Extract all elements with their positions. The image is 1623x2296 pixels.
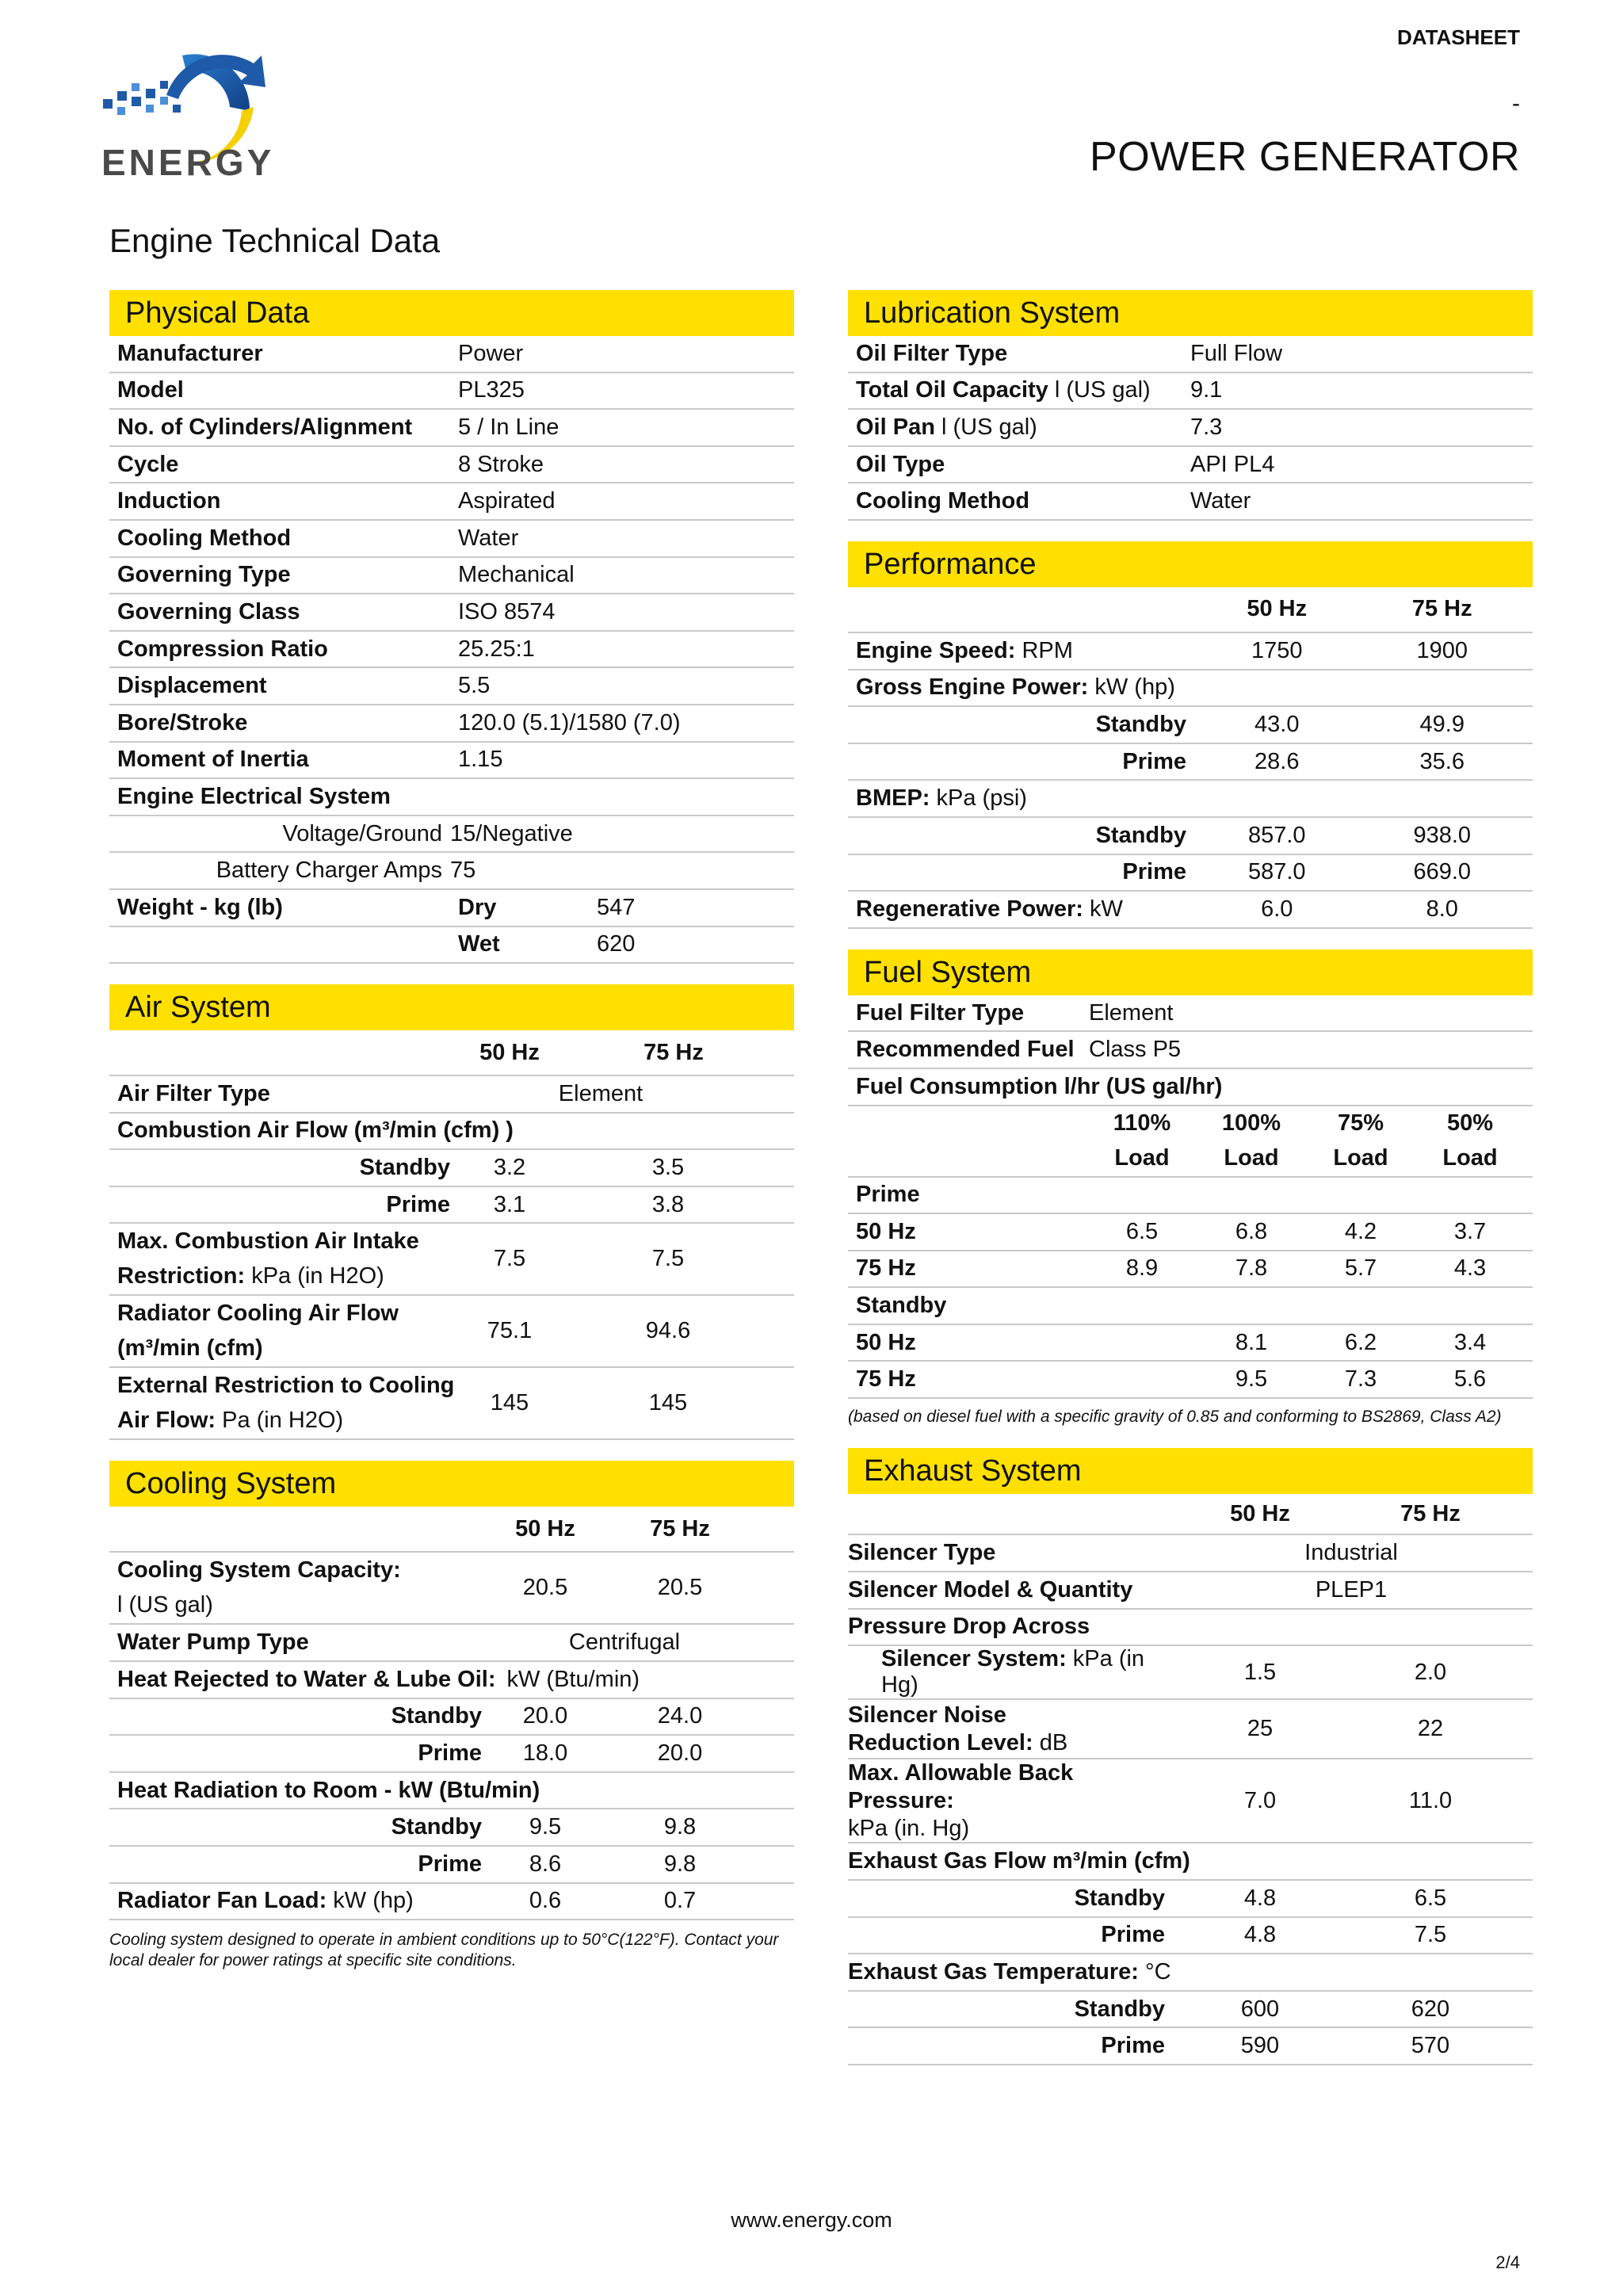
table-row	[848, 410, 1533, 447]
table-row	[109, 743, 794, 780]
col-50hz: 50 Hz	[1230, 1500, 1290, 1526]
table-row	[848, 995, 1533, 1033]
table-row	[848, 1178, 1533, 1215]
value-75hz: 620	[1411, 1996, 1450, 2022]
table-row	[848, 1843, 1533, 1881]
table-row	[848, 373, 1533, 411]
table-row	[848, 1572, 1533, 1610]
table-row	[848, 1032, 1533, 1069]
row-value: 7.3	[1190, 414, 1223, 440]
exhaust-system-header: Exhaust System	[848, 1448, 1533, 1494]
header-dash: -	[1512, 90, 1520, 117]
row-value: 120.0 (5.1)/1580 (7.0)	[458, 709, 681, 735]
table-header-row	[109, 1030, 794, 1076]
table-row	[109, 336, 794, 373]
row-value: PL325	[458, 377, 525, 403]
row-label: Exhaust Gas Flow m³/min (cfm)	[848, 1848, 1190, 1874]
value-load-100: 6.8	[1235, 1218, 1268, 1244]
table-row	[848, 670, 1533, 708]
row-value: 15/Negative	[450, 820, 573, 846]
value-load-50: 3.4	[1453, 1329, 1487, 1355]
row-label: Fuel Consumption l/hr (US gal/hr)	[856, 1073, 1223, 1099]
table-row	[848, 855, 1533, 892]
col-50hz: 50 Hz	[515, 1515, 575, 1541]
lubrication-header: Lubrication System	[848, 290, 1533, 336]
row-label: 75 Hz	[856, 1255, 916, 1282]
value-50hz: 600	[1240, 1996, 1280, 2022]
table-row	[848, 483, 1533, 521]
row-label: Standby	[1074, 1996, 1165, 2022]
table-row	[848, 744, 1533, 781]
footer-url[interactable]: www.energy.com	[731, 2208, 892, 2232]
value-75hz: 7.5	[1414, 1922, 1447, 1948]
cooling-note: Cooling system designed to operate in ambient conditions up to 50°C(122°F). Contact your local dealer for power ratings at specific site conditions.	[109, 1931, 779, 1970]
row-label: Oil Type	[856, 451, 945, 477]
table-row	[109, 927, 794, 965]
row-value: Aspirated	[458, 488, 556, 514]
table-header-row	[848, 1106, 1533, 1178]
row-label: Fuel Filter Type	[856, 999, 1025, 1026]
row-label: Prime	[856, 1182, 920, 1208]
row-label: Prime	[418, 1851, 482, 1877]
row-value: API PL4	[1190, 451, 1275, 477]
table-row	[848, 336, 1533, 373]
row-label: Manufacturer	[117, 340, 263, 366]
value-50hz: 20.5	[522, 1575, 568, 1601]
fuel-note: (based on diesel fuel with a specific gravity of 0.85 and conforming to BS2869, Class A2)	[848, 1408, 1502, 1427]
table-row	[109, 1847, 794, 1884]
row-label: Governing Class	[117, 598, 300, 625]
row-label: Prime	[1122, 859, 1186, 885]
table-row	[109, 410, 794, 447]
row-label: BMEP: kPa (psi)	[856, 785, 1027, 812]
row-value: 25.25:1	[458, 636, 535, 662]
table-row	[848, 2028, 1533, 2065]
table-row	[848, 781, 1533, 818]
row-value: 5 / In Line	[458, 414, 559, 440]
table-row	[109, 373, 794, 411]
value-75hz: 94.6	[645, 1318, 691, 1344]
value-50hz: 145	[490, 1390, 529, 1416]
value-50hz: 28.6	[1254, 748, 1300, 774]
datasheet-label: DATASHEET	[1396, 25, 1520, 49]
row-label: Cooling Method	[117, 525, 292, 551]
value-75hz: 11.0	[1408, 1787, 1453, 1813]
row-label: Compression Ratio	[117, 636, 328, 662]
table-row	[848, 1954, 1533, 1992]
row-label: Moment of Inertia	[117, 747, 309, 773]
table-row	[109, 668, 794, 705]
table-header-row	[848, 1494, 1533, 1535]
col-75hz: 75 Hz	[643, 1039, 704, 1065]
row-label: No. of Cylinders/Alignment	[117, 414, 413, 440]
row-label: Engine Speed: RPM	[856, 637, 1073, 663]
value-75hz: 20.0	[657, 1740, 703, 1767]
air-system-section	[109, 984, 794, 1440]
value-50hz: 8.6	[529, 1851, 562, 1877]
right-column	[848, 290, 1533, 2086]
value-50hz: 4.8	[1243, 1885, 1277, 1911]
table-row	[109, 779, 794, 816]
value-75hz: 570	[1411, 2033, 1450, 2059]
value-75hz: 0.7	[663, 1888, 697, 1914]
row-label: Pressure Drop Across	[848, 1614, 1090, 1640]
row-label: Cycle	[117, 451, 179, 477]
row-value: Centrifugal	[568, 1629, 681, 1656]
row-value: 547	[597, 894, 636, 920]
col-load-75: 75% Load	[1333, 1110, 1388, 1171]
value-load-100: 8.1	[1235, 1329, 1268, 1355]
table-row	[109, 1150, 794, 1187]
value-load-100: 9.5	[1235, 1366, 1268, 1392]
value-load-50: 4.3	[1453, 1255, 1487, 1282]
table-row	[109, 1187, 794, 1224]
value-50hz: 3.2	[493, 1155, 526, 1181]
table-row	[109, 1368, 794, 1440]
col-load-50: 50% Load	[1442, 1110, 1498, 1171]
lubrication-section	[848, 290, 1533, 521]
value-50hz: 590	[1240, 2033, 1280, 2059]
row-label: 50 Hz	[856, 1218, 916, 1244]
performance-section	[848, 541, 1533, 929]
row-value: Water	[458, 525, 519, 551]
table-row	[109, 1625, 794, 1662]
row-label: Heat Radiation to Room - kW (Btu/min)	[117, 1777, 540, 1803]
row-label: Max. Allowable Back Pressure: kPa (in. Hg)	[848, 1760, 1074, 1841]
row-label: External Restriction to Cooling Air Flow: Pa (in H2O)	[117, 1373, 455, 1433]
value-50hz: 18.0	[522, 1740, 568, 1767]
row-label: Prime	[1101, 1922, 1165, 1948]
row-label: Cooling System Capacity: l (US gal)	[117, 1557, 401, 1618]
table-row	[109, 1809, 794, 1847]
value-75hz: 9.8	[663, 1814, 697, 1840]
row-value: Class P5	[1089, 1037, 1182, 1063]
table-row	[848, 1610, 1533, 1647]
value-load-50: 3.7	[1453, 1218, 1487, 1244]
row-label: 50 Hz	[856, 1329, 916, 1355]
row-label: Induction	[117, 488, 221, 514]
row-value: 75	[450, 858, 476, 884]
fuel-system-section	[848, 949, 1533, 1428]
table-row	[109, 1699, 794, 1736]
row-label: Radiator Cooling Air Flow (m³/min (cfm)	[117, 1301, 399, 1361]
row-label: Voltage/Ground	[282, 820, 442, 846]
value-75hz: 35.6	[1419, 748, 1465, 774]
row-label: Prime	[1101, 2033, 1165, 2059]
row-label: Standby	[1074, 1885, 1165, 1911]
value-50hz: 25	[1247, 1716, 1274, 1742]
value-load-75: 4.2	[1344, 1218, 1377, 1244]
brand-name: ENERGY	[101, 142, 275, 183]
table-row	[848, 633, 1533, 670]
table-row	[848, 1646, 1533, 1700]
row-label: Governing Type	[117, 562, 291, 588]
physical-data-header: Physical Data	[109, 290, 794, 336]
row-label: Weight - kg (lb)	[117, 894, 283, 920]
value-50hz: 0.6	[529, 1888, 562, 1914]
table-row	[109, 1224, 794, 1296]
section-heading: Engine Technical Data	[109, 222, 441, 259]
table-row	[848, 707, 1533, 744]
row-value: 1.15	[458, 747, 503, 773]
table-row	[109, 1773, 794, 1810]
value-50hz: 3.1	[493, 1191, 526, 1217]
row-label: Silencer Model & Quantity	[848, 1576, 1133, 1603]
row-label: Radiator Fan Load: kW (hp)	[117, 1888, 414, 1914]
row-value: Element	[1089, 999, 1174, 1026]
row-label: Gross Engine Power: kW (hp)	[856, 674, 1175, 701]
row-value: ISO 8574	[458, 598, 556, 625]
table-row	[109, 521, 794, 558]
row-label: Prime	[1122, 748, 1186, 774]
table-row	[109, 1076, 794, 1114]
value-50hz: 6.0	[1261, 896, 1293, 922]
value-load-75: 5.7	[1344, 1255, 1377, 1282]
table-row	[848, 1251, 1533, 1289]
row-label: Water Pump Type	[117, 1629, 309, 1656]
value-50hz: 43.0	[1254, 711, 1300, 737]
value-75hz: 669.0	[1413, 859, 1472, 885]
col-75hz: 75 Hz	[1400, 1500, 1461, 1526]
row-unit: kW (Btu/min)	[506, 1666, 640, 1692]
fuel-system-header: Fuel System	[848, 949, 1533, 995]
row-value: PLEP1	[1315, 1576, 1388, 1603]
cooling-system-header: Cooling System	[109, 1461, 794, 1507]
value-75hz: 22	[1417, 1716, 1444, 1742]
row-label: Heat Rejected to Water & Lube Oil:	[117, 1666, 496, 1692]
row-label: Oil Filter Type	[856, 340, 1008, 366]
table-row	[109, 632, 794, 669]
value-75hz: 24.0	[657, 1703, 703, 1729]
value-75hz: 6.5	[1414, 1885, 1447, 1911]
value-50hz: 20.0	[522, 1703, 568, 1729]
row-value: Industrial	[1304, 1540, 1398, 1566]
row-value: 9.1	[1190, 377, 1223, 403]
row-value: Power	[458, 340, 524, 366]
col-75hz: 75 Hz	[1411, 596, 1472, 622]
table-row	[109, 1884, 794, 1921]
col-load-100: 100% Load	[1221, 1110, 1281, 1171]
row-label: Battery Charger Amps	[216, 858, 442, 884]
value-75hz: 3.8	[651, 1191, 685, 1217]
row-label: Max. Combustion Air Intake Restriction: kPa (in H2O)	[117, 1228, 419, 1289]
row-value: Mechanical	[458, 562, 575, 588]
row-value: 620	[597, 931, 636, 957]
table-row	[109, 705, 794, 743]
row-label: Air Filter Type	[117, 1080, 270, 1106]
col-75hz: 75 Hz	[650, 1515, 710, 1541]
row-label: Regenerative Power: kW	[856, 896, 1123, 922]
value-load-110: 8.9	[1125, 1255, 1159, 1282]
value-75hz: 1900	[1416, 637, 1468, 663]
value-75hz: 7.5	[651, 1246, 685, 1272]
table-row	[109, 890, 794, 927]
row-label: Silencer System: kPa (in Hg)	[881, 1646, 1145, 1698]
table-row	[848, 1325, 1533, 1362]
table-row	[848, 1214, 1533, 1251]
value-50hz: 857.0	[1247, 822, 1306, 848]
value-50hz: 9.5	[529, 1814, 562, 1840]
value-50hz: 75.1	[487, 1318, 533, 1344]
value-75hz: 9.8	[663, 1851, 697, 1877]
value-75hz: 8.0	[1426, 896, 1458, 922]
value-load-75: 7.3	[1344, 1366, 1377, 1392]
row-label: Bore/Stroke	[117, 709, 248, 735]
row-value: Full Flow	[1190, 340, 1283, 366]
row-label: Standby	[856, 1293, 947, 1319]
row-value: 8 Stroke	[458, 451, 544, 477]
value-75hz: 2.0	[1414, 1659, 1447, 1685]
exhaust-system-section	[848, 1448, 1533, 2065]
value-50hz: 587.0	[1247, 859, 1306, 885]
row-label: Displacement	[117, 673, 267, 699]
value-50hz: 7.0	[1243, 1787, 1277, 1813]
row-label: 75 Hz	[856, 1366, 916, 1392]
table-row	[848, 447, 1533, 484]
value-50hz: 1750	[1251, 637, 1303, 663]
row-value: Element	[558, 1080, 643, 1106]
row-sublabel: Wet	[458, 931, 500, 957]
col-load-110: 110% Load	[1113, 1110, 1171, 1171]
row-label: Combustion Air Flow (m³/min (cfm) )	[117, 1117, 514, 1144]
value-50hz: 7.5	[493, 1246, 526, 1272]
physical-data-section	[109, 290, 794, 964]
row-value: Water	[1190, 488, 1251, 514]
performance-header: Performance	[848, 541, 1533, 587]
table-header-row	[109, 1507, 794, 1553]
value-load-50: 5.6	[1453, 1366, 1487, 1392]
value-load-110: 6.5	[1125, 1218, 1159, 1244]
row-label: Silencer Noise Reduction Level: dB	[848, 1702, 1068, 1755]
row-label: Cooling Method	[856, 488, 1030, 514]
row-label: Prime	[418, 1740, 482, 1767]
table-row	[848, 892, 1533, 929]
table-row	[848, 1992, 1533, 2029]
cooling-system-section	[109, 1461, 794, 1971]
table-row	[109, 1553, 794, 1625]
table-row	[109, 1296, 794, 1368]
table-row	[848, 1881, 1533, 1918]
table-row	[109, 853, 794, 890]
row-label: Engine Electrical System	[117, 783, 391, 809]
table-row	[109, 1114, 794, 1151]
row-label: Standby	[1095, 822, 1186, 848]
row-label: Standby	[1095, 711, 1186, 737]
table-header-row	[848, 587, 1533, 633]
value-75hz: 938.0	[1413, 822, 1472, 848]
col-50hz: 50 Hz	[1247, 596, 1308, 622]
table-row	[109, 1662, 794, 1699]
table-row	[109, 483, 794, 521]
value-75hz: 49.9	[1419, 711, 1465, 737]
value-load-100: 7.8	[1235, 1255, 1268, 1282]
row-label: Silencer Type	[848, 1540, 996, 1566]
row-label: Standby	[359, 1155, 450, 1181]
table-row	[109, 594, 794, 632]
row-label: Prime	[386, 1191, 450, 1217]
table-row	[848, 1069, 1533, 1106]
row-value: 5.5	[458, 673, 491, 699]
table-row	[848, 818, 1533, 855]
table-row	[848, 1535, 1533, 1572]
table-row	[109, 1736, 794, 1773]
row-label: Model	[117, 377, 184, 403]
row-sublabel: Dry	[458, 894, 497, 920]
col-50hz: 50 Hz	[479, 1039, 540, 1065]
row-label: Exhaust Gas Temperature: °C	[848, 1959, 1171, 1985]
value-75hz: 145	[648, 1390, 688, 1416]
table-row	[109, 558, 794, 595]
table-row	[848, 1288, 1533, 1325]
value-75hz: 20.5	[657, 1575, 703, 1601]
table-row	[109, 447, 794, 484]
table-row	[848, 1700, 1533, 1759]
value-50hz: 1.5	[1243, 1659, 1277, 1685]
row-label: Recommended Fuel	[856, 1037, 1075, 1063]
table-row	[109, 816, 794, 854]
value-75hz: 3.5	[651, 1155, 685, 1181]
row-label: Standby	[391, 1814, 482, 1840]
page-number: 2/4	[1495, 2252, 1520, 2272]
value-load-75: 6.2	[1344, 1329, 1377, 1355]
row-label: Standby	[391, 1703, 482, 1729]
row-label: Oil Pan l (US gal)	[856, 414, 1037, 440]
page-title: POWER GENERATOR	[1090, 134, 1520, 180]
table-row	[848, 1759, 1533, 1843]
table-row	[848, 1918, 1533, 1955]
table-row	[848, 1362, 1533, 1399]
left-column	[109, 290, 794, 1992]
value-50hz: 4.8	[1243, 1922, 1277, 1948]
row-label: Total Oil Capacity l (US gal)	[856, 377, 1151, 403]
air-system-header: Air System	[109, 984, 794, 1030]
